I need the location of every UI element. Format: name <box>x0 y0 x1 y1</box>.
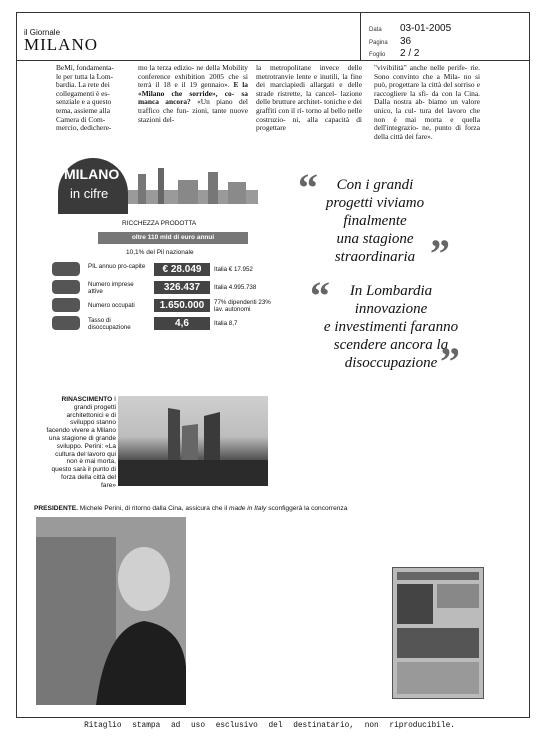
row-label: Numero imprese attive <box>88 281 134 295</box>
caption-text: I grandi progetti architettonici e di sviluppo stanno facendo vivere a Milano una stagione di grande sviluppo. Perini: «La cultura del lavoro qui non è mai morta, questo sarà il punto di forza della città del fare» <box>46 396 116 489</box>
page-thumbnail <box>392 567 484 699</box>
skyscraper-illustration <box>118 396 268 486</box>
infographic-subtitle: in cifre <box>70 186 109 201</box>
text-line: bardia. La rete dei <box>56 80 110 90</box>
meta-sheet-label: Foglio <box>369 52 386 58</box>
row-label: Numero occupati <box>88 302 135 309</box>
portrait-illustration <box>36 517 186 705</box>
article-column-4: "vivibilità" anche nelle perife- rie. Sono convinto che a Mila- no si può, progettare la città del sorriso e raccogliere la sfi- da con la Cina. Dalla nostra ab- biamo un valore unico, la cul- tura del lavoro che non è mai morta e quella dell'integrazio- ne, punto di forza della città dei fare». <box>374 63 480 141</box>
quote-line: e investimenti faranno <box>323 319 459 335</box>
row-value: 4,6 <box>154 317 210 330</box>
text-line: tema, assieme alla <box>56 105 110 115</box>
interview-question: E la «Milano che sorride», co- sa manca ancora? <box>138 80 248 107</box>
caption-italic: made in Italy <box>228 505 267 512</box>
text-line: senziale e a questo <box>56 97 112 107</box>
quote-line: scendere ancora la <box>333 337 449 353</box>
quote-line: finalmente <box>343 213 407 229</box>
skyline-illustration <box>128 164 258 204</box>
meta-sheet-value: 2 / 2 <box>400 48 420 59</box>
presidente-caption <box>34 505 504 512</box>
quote-line: Con i grandi <box>336 177 414 193</box>
infographic-milano-in-cifre <box>44 158 272 386</box>
pull-quote-1 <box>300 176 450 266</box>
unemployed-icon <box>52 316 80 330</box>
text-paragraph: «Un piano del traffico che fun- zioni, tante nuove stazioni del- <box>138 97 248 124</box>
row-value: 1.650.000 <box>154 299 210 312</box>
text-line: collegamenti è es- <box>56 88 110 98</box>
quote-open-icon: “ <box>298 165 318 210</box>
quote-line: una stagione <box>336 231 414 247</box>
quote-open-icon: “ <box>310 273 330 318</box>
meta-page-label: Pagina <box>369 40 388 46</box>
factory-icon <box>52 280 80 294</box>
article-column-2 <box>138 64 248 124</box>
row-compare: Italia € 17.952 <box>214 266 253 273</box>
workers-icon <box>52 298 80 312</box>
infographic-title-box <box>58 158 128 214</box>
logo-milano: MILANO <box>24 35 98 54</box>
gdp-share: 10,1% del Pil nazionale <box>126 249 194 256</box>
quote-close-icon: ” <box>440 339 460 384</box>
caption-title: PRESIDENTE. <box>34 505 78 512</box>
perini-portrait-photo <box>36 517 186 705</box>
rinascimento-caption <box>46 396 116 490</box>
text-line: Camera di Com- <box>56 114 106 124</box>
article-column-3: la metropolitane invece delle metrotranvie lente e inutili, la fine dei marciapiedi allargati e delle strade ristrette, la cancel- lazione delle brutture architet- toniche e dei graffiti con il ri- torno al bello nelle costruzio- ni, alla capacità di progettare <box>256 63 362 133</box>
row-compare: Italia 8,7 <box>214 320 238 327</box>
caption-text: Michele Perini, di ritorno dalla Cina, assicura che il <box>77 505 229 512</box>
text-line: le per tutta la Lom- <box>56 71 114 81</box>
row-label: PIL annuo pro-capite <box>88 263 146 270</box>
article-column-1 <box>56 64 124 133</box>
text-line: mercio, dedichere- <box>56 123 112 133</box>
gdp-total-bar: oltre 110 mld di euro annui <box>98 232 248 244</box>
quote-line: progetti viviamo <box>325 195 425 211</box>
quote-line: disoccupazione <box>344 355 438 371</box>
infographic-title: MILANO <box>64 166 120 182</box>
quote-line: In Lombardia <box>349 283 433 299</box>
row-label: Tasso di disoccupazione <box>88 317 131 331</box>
row-value: € 28.049 <box>154 263 210 276</box>
caption-text: sconfiggerà la concorrenza <box>266 505 348 512</box>
quote-close-icon: ” <box>430 231 450 276</box>
section-title: RICCHEZZA PRODOTTA <box>122 220 197 227</box>
row-compare: Italia 4.995.738 <box>214 284 257 291</box>
row-compare: 77% dipendenti 23% lav. autonomi <box>214 299 271 313</box>
quote-line: innovazione <box>354 301 428 317</box>
header-vertical-divider <box>360 12 361 61</box>
meta-date-value: 03-01-2005 <box>400 23 452 34</box>
text-line: BeMi, fondamenta- <box>56 63 114 72</box>
city-projects-photo <box>118 396 268 486</box>
footer-disclaimer: Ritaglio stampa ad uso esclusivo del destinatario, non riproducibile. <box>84 722 455 730</box>
text-paragraph: mo la terza edizio- ne della Mobility conference exhibition 2005 che si terrà il 18 e il 19 gennaio». <box>138 63 248 90</box>
thumbnail-illustration <box>393 568 483 698</box>
caption-title: RINASCIMENTO <box>61 396 113 403</box>
meta-page-value: 36 <box>400 36 412 47</box>
header-divider <box>16 60 530 61</box>
row-value: 326.437 <box>154 281 210 294</box>
money-icon <box>52 262 80 276</box>
logo-small: il Giornale <box>24 28 61 37</box>
meta-date-label: Data <box>369 27 382 33</box>
quote-line: straordinaria <box>334 249 416 265</box>
